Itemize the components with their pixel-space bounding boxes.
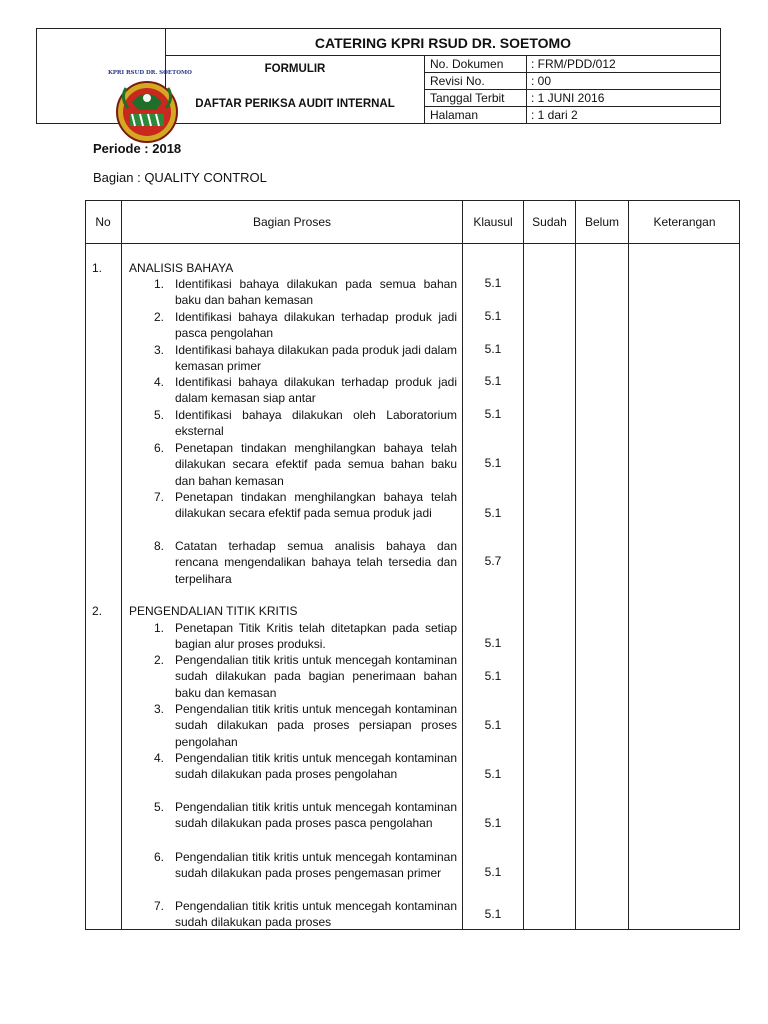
item-number: 6.: [153, 850, 164, 864]
item-number: 8.: [153, 539, 164, 553]
section-number: 1.: [92, 261, 103, 275]
meta-value: : 1 dari 2: [531, 108, 578, 122]
item-text: Penetapan Titik Kritis telah ditetapkan pada setiap bagian alur proses produksi.: [175, 621, 457, 652]
item-klausul: 5.1: [484, 309, 502, 323]
item-klausul: 5.1: [484, 907, 502, 921]
item-klausul: 5.1: [484, 407, 502, 421]
column-divider: [523, 200, 524, 930]
item-text: Identifikasi bahaya dilakukan terhadap produk jadi pasca pengolahan: [175, 310, 457, 341]
item-number: 2.: [153, 653, 164, 667]
kpri-logo: [108, 68, 192, 152]
item-text: Identifikasi bahaya dilakukan oleh Laboratorium eksternal: [175, 408, 457, 439]
item-number: 4.: [153, 751, 164, 765]
column-header-sudah: Sudah: [532, 215, 567, 229]
column-header-belum: Belum: [584, 215, 619, 229]
item-text: Pengendalian titik kritis untuk mencegah kontaminan sudah dilakukan pada proses pengolahan: [175, 751, 457, 782]
item-text: Penetapan tindakan menghilangkan bahaya telah dilakukan secara efektif pada semua produk jadi: [175, 490, 457, 521]
item-number: 1.: [153, 277, 164, 291]
form-type: FORMULIR: [264, 63, 326, 75]
bagian: Bagian : QUALITY CONTROL: [93, 170, 267, 185]
item-number: 2.: [153, 310, 164, 324]
item-text: Pengendalian titik kritis untuk mencegah kontaminan sudah dilakukan pada proses pasca pengolahan: [175, 800, 457, 831]
item-klausul: 5.1: [484, 669, 502, 683]
section-title: ANALISIS BAHAYA: [129, 261, 234, 275]
item-text: Pengendalian titik kritis untuk mencegah kontaminan sudah dilakukan pada proses: [175, 899, 457, 930]
item-klausul: 5.1: [484, 276, 502, 290]
item-text: Identifikasi bahaya dilakukan pada produk jadi dalam kemasan primer: [175, 343, 457, 374]
item-text: Pengendalian titik kritis untuk mencegah kontaminan sudah dilakukan pada bagian penerimaan bahan baku dan kemasan: [175, 653, 457, 700]
column-divider: [628, 200, 629, 930]
item-klausul: 5.1: [484, 506, 502, 520]
svg-text:KPRI RSUD DR. SOETOMO: KPRI RSUD DR. SOETOMO: [108, 70, 192, 76]
meta-label: Tanggal Terbit: [430, 91, 505, 105]
section-number: 2.: [92, 604, 103, 618]
item-number: 4.: [153, 375, 164, 389]
section-title: PENGENDALIAN TITIK KRITIS: [129, 604, 298, 618]
item-klausul: 5.1: [484, 636, 502, 650]
item-text: Identifikasi bahaya dilakukan pada semua bahan baku dan bahan kemasan: [175, 277, 457, 308]
periode: Periode : 2018: [93, 141, 182, 156]
item-klausul: 5.1: [484, 342, 502, 356]
item-klausul: 5.1: [484, 767, 502, 781]
form-name: DAFTAR PERIKSA AUDIT INTERNAL: [195, 98, 395, 110]
item-klausul: 5.1: [484, 374, 502, 388]
item-number: 7.: [153, 490, 164, 504]
item-number: 3.: [153, 343, 164, 357]
item-text: Pengendalian titik kritis untuk mencegah kontaminan sudah dilakukan pada proses persiapan proses pengolahan: [175, 702, 457, 749]
item-text: Identifikasi bahaya dilakukan terhadap produk jadi dalam kemasan siap antar: [175, 375, 457, 406]
item-text: Penetapan tindakan menghilangkan bahaya telah dilakukan secara efektif pada semua bahan baku dan bahan kemasan: [175, 441, 457, 488]
meta-label: Halaman: [430, 108, 479, 122]
item-number: 7.: [153, 899, 164, 913]
column-divider: [575, 200, 576, 930]
company-title: CATERING KPRI RSUD DR. SOETOMO: [314, 35, 572, 51]
item-number: 6.: [153, 441, 164, 455]
meta-label: No. Dokumen: [430, 57, 504, 71]
item-klausul: 5.1: [484, 456, 502, 470]
item-number: 3.: [153, 702, 164, 716]
item-number: 5.: [153, 408, 164, 422]
item-text: Catatan terhadap semua analisis bahaya dan rencana mengendalikan bahaya telah tersedia dan terpelihara: [175, 539, 457, 586]
meta-value: : 00: [531, 74, 552, 88]
item-text: Pengendalian titik kritis untuk mencegah kontaminan sudah dilakukan pada proses pengemasan primer: [175, 850, 457, 881]
meta-value: : FRM/PDD/012: [531, 57, 616, 71]
item-klausul: 5.7: [484, 554, 502, 568]
column-header-bagian-proses: Bagian Proses: [252, 215, 332, 229]
item-klausul: 5.1: [484, 816, 502, 830]
item-klausul: 5.1: [484, 865, 502, 879]
column-header-klausul: Klausul: [473, 215, 513, 229]
item-number: 1.: [153, 621, 164, 635]
item-klausul: 5.1: [484, 718, 502, 732]
column-header-no: No: [95, 215, 111, 229]
meta-label: Revisi No.: [430, 74, 485, 88]
meta-value: : 1 JUNI 2016: [531, 91, 605, 105]
column-divider: [121, 200, 122, 930]
column-header-keterangan: Keterangan: [653, 215, 716, 229]
item-number: 5.: [153, 800, 164, 814]
